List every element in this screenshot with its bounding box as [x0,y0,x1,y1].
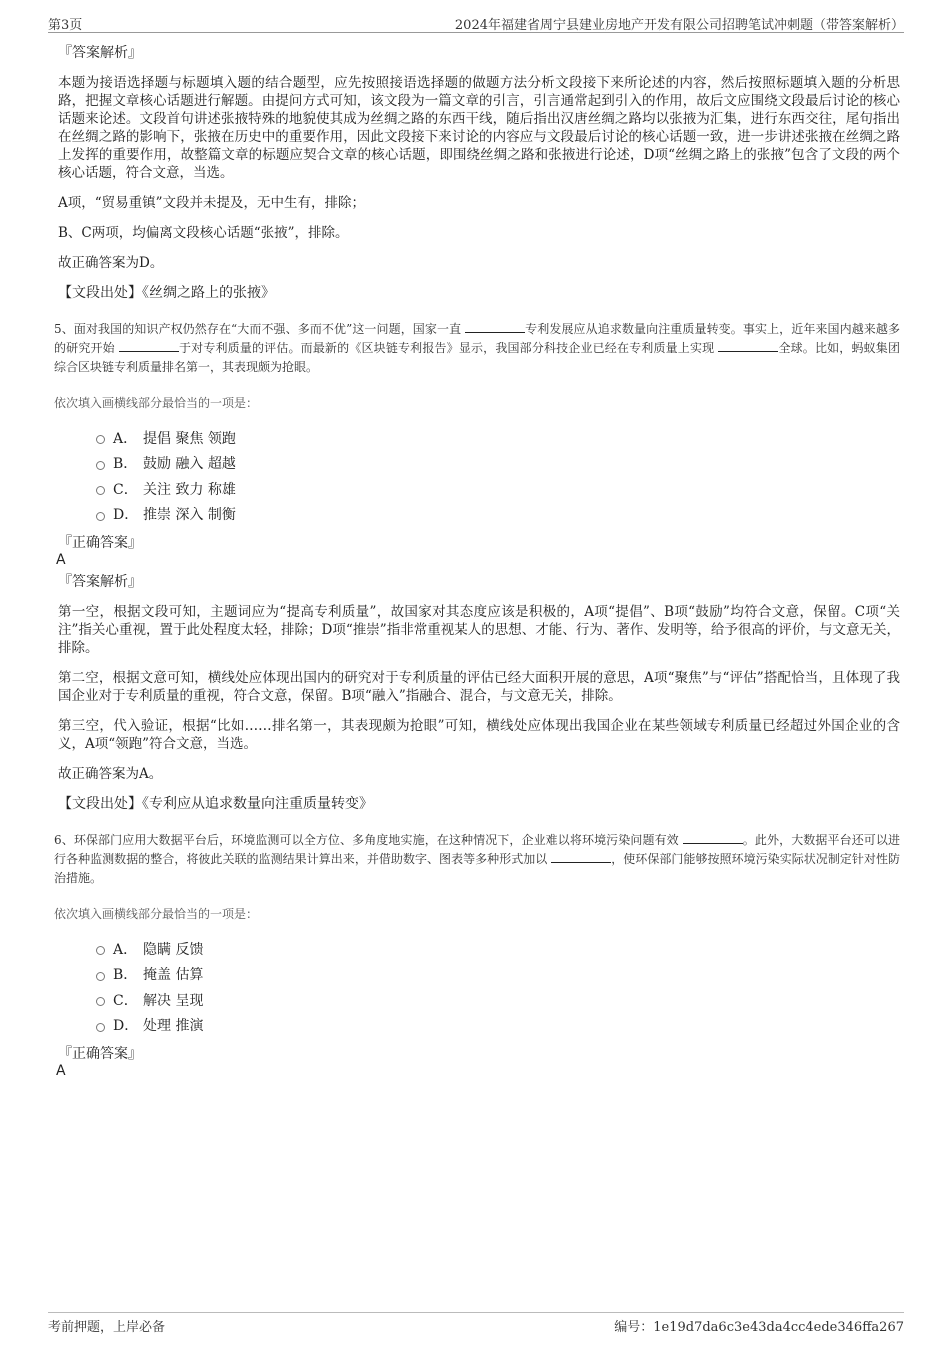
q6-stem-part-1: 6、环保部门应用大数据平台后，环境监测可以全方位、多角度地实施，在这种情况下，企业难以将环境污染问题有效 [54,833,679,847]
q5-option-d[interactable] [96,502,900,528]
option-text: 推崇 深入 制衡 [143,507,236,524]
option-letter: D． [113,507,139,524]
q5-stem-part-1: 5、面对我国的知识产权仍然存在“大而不强、多而不优”这一问题，国家一直 [54,322,462,336]
q5-option-a[interactable] [96,425,900,451]
q5-stem-part-3: 于对专利质量的评估。而最新的《区块链专利报告》显示，我国部分科技企业已经在专利质量上实现 [178,341,715,355]
q6-prompt: 依次填入画横线部分最恰当的一项是： [54,907,259,921]
option-text: 关注 致力 称雄 [143,481,236,498]
q5-answer: A [56,552,66,568]
page-header [48,12,904,33]
q6-option-c[interactable] [96,987,900,1013]
q5-stem [54,320,900,377]
q4-analysis-para-4: 故正确答案为D。 [58,255,164,271]
option-letter: C． [113,992,138,1009]
q5-analysis-para-2: 第二空，根据文意可知，横线处应体现出国内的研究对于专利质量的评估已经大面积开展的意思，A项“聚焦”与“评估”搭配恰当，且体现了我国企业对于专利质量的重视，符合文意，保留。B项“融入”指融合、混合，与文意无关，排除。 [58,670,900,704]
option-letter: A． [113,941,138,958]
radio-icon[interactable] [96,997,105,1006]
q5-option-c[interactable] [96,476,900,502]
radio-icon[interactable] [96,486,105,495]
option-letter: D． [113,1018,139,1035]
page-number: 第3页 [48,18,83,33]
q4-analysis-para-3: B、C两项，均偏离文段核心话题“张掖”，排除。 [58,225,349,241]
document-title: 2024年福建省周宁县建业房地产开发有限公司招聘笔试冲刺题（带答案解析） [454,18,904,33]
q5-source: 【文段出处】《专利应从追求数量向注重质量转变》 [58,796,373,812]
radio-icon[interactable] [96,1023,105,1032]
q6-stem-part-3: ，使环保部门能够按照环境污染实际状况制定针对性防治措施。 [54,852,900,885]
q5-analysis-label: 『答案解析』 [58,574,142,590]
q5-blank-2 [119,339,179,352]
q4-analysis-para-2: A项，“贸易重镇”文段并未提及，无中生有，排除； [58,195,366,211]
q5-stem-part-4: 全球。比如，蚂蚁集团综合区块链专利质量排名第一，其表现颇为抢眼。 [54,341,900,374]
q6-stem [54,831,900,888]
q5-options [96,425,900,527]
q6-option-a[interactable] [96,936,900,962]
option-text: 处理 推演 [143,1018,204,1035]
q6-option-d[interactable] [96,1013,900,1039]
option-letter: B． [113,967,138,984]
q4-analysis-label: 『答案解析』 [58,45,142,61]
radio-icon[interactable] [96,946,105,955]
option-text: 掩盖 估算 [143,967,204,984]
q5-analysis-para-1: 第一空，根据文段可知，主题词应为“提高专利质量”，故国家对其态度应该是积极的，A项“提倡”、B项“鼓励”均符合文意，保留。C项“关注”指关心重视，置于此处程度太轻，排除；D项“推崇”指非常重视某人的思想、才能、行为、著作、发明等，给予很高的评价，与文意无关，排除。 [58,604,900,656]
q5-prompt: 依次填入画横线部分最恰当的一项是： [54,396,259,410]
q5-blank-3 [718,339,778,352]
radio-icon[interactable] [96,512,105,521]
q5-answer-label: 『正确答案』 [58,535,142,551]
radio-icon[interactable] [96,461,105,470]
q5-option-b[interactable] [96,451,900,477]
document-id: 编号：1e19d7da6c3e43da4cc4ede346ffa267 [614,1320,904,1335]
q4-analysis-para-1: 本题为接语选择题与标题填入题的结合题型，应先按照接语选择题的做题方法分析文段接下来所论述的内容，然后按照标题填入题的分析思路，把握文章核心话题进行解题。由提问方式可知，该文段为一篇文章的引言，引言通常起到引入的作用，故后文应围绕文段最后讨论的核心话题来论述。文段首句讲述张掖特殊的地貌使其成为丝绸之路的东西干线，随后指出汉唐丝绸之路均以张掖为汇集，进行东西交往，尾句指出在丝绸之路的影响下，张掖在历史中的重要作用，因此文段接下来讨论的内容应与文段最后讨论的核心话题一致，进一步讲述张掖在丝绸之路上发挥的重要作用，故整篇文章的标题应契合文章的核心话题，即围绕丝绸之路和张掖进行论述，D项“丝绸之路上的张掖”包含了文段的两个核心话题，符合文意，当选。 [58,75,900,181]
q6-answer: A [56,1063,66,1079]
q6-options [96,936,900,1038]
q6-blank-1 [683,831,743,844]
option-letter: A． [113,430,138,447]
q5-analysis-para-3: 第三空，代入验证，根据“比如……排名第一，其表现颇为抢眼”可知，横线处应体现出我国企业在某些领域专利质量已经超过外国企业的含义，A项“领跑”符合文意，当选。 [58,718,900,752]
radio-icon[interactable] [96,972,105,981]
option-text: 提倡 聚焦 领跑 [143,430,236,447]
option-text: 鼓励 融入 超越 [143,456,236,473]
option-text: 解决 呈现 [143,992,204,1009]
q6-answer-label: 『正确答案』 [58,1046,142,1062]
q6-blank-2 [551,850,611,863]
q5-stem-part-2: 专利发展应从追求数量向注重质量转变。事实上，近年来国内越来越多的研究开始 [54,322,900,355]
option-letter: B． [113,456,138,473]
q5-blank-1 [465,320,525,333]
page-content [54,44,900,1084]
option-text: 隐瞒 反馈 [143,941,204,958]
q6-stem-part-2: 。此外，大数据平台还可以进行各种监测数据的整合，将彼此关联的监测结果计算出来，并借助数字、图表等多种形式加以 [54,833,900,866]
option-letter: C． [113,481,138,498]
radio-icon[interactable] [96,435,105,444]
footer-slogan: 考前押题，上岸必备 [48,1320,166,1335]
page-footer [48,1312,904,1336]
q4-source: 【文段出处】《丝绸之路上的张掖》 [58,285,275,301]
q5-analysis-para-4: 故正确答案为A。 [58,766,163,782]
q6-option-b[interactable] [96,962,900,988]
